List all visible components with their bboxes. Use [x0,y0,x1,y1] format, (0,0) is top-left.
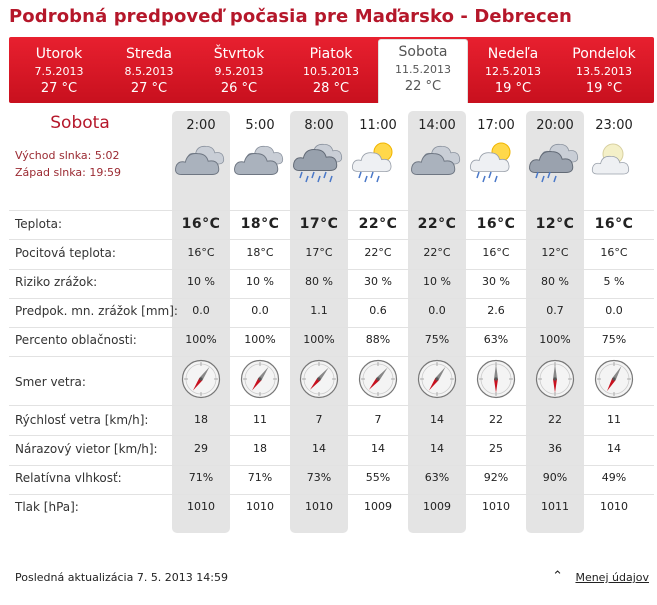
cloudy-icon [172,136,230,188]
cell-clouds: 63% [483,333,509,346]
row-label-wind_dir: Smer vetra: [15,375,86,389]
cell-precip_amount: 0.0 [192,304,210,317]
cell-precip_risk: 5 % [603,275,625,288]
row-divider [9,494,654,495]
cloudy-rain-icon [526,136,584,188]
tab-name: Pondelok [572,46,636,62]
cell-wind_speed: 22 [489,413,503,426]
row-label-clouds: Percento oblačnosti: [15,333,137,347]
row-label-wind_speed: Rýchlosť vetra [km/h]: [15,413,149,427]
cell-precip_amount: 1.1 [310,304,328,317]
cell-humidity: 92% [483,471,509,484]
cell-precip_risk: 80 % [541,275,569,288]
cell-gust: 14 [607,442,621,455]
cell-precip_amount: 0.6 [369,304,387,317]
day-heading: Sobota [50,113,110,133]
partly-sunny-rain-icon [467,136,525,188]
cell-precip_amount: 0.7 [546,304,564,317]
row-divider [9,435,654,436]
cell-gust: 18 [253,442,267,455]
cell-clouds: 100% [303,333,335,346]
tab-name: Streda [126,46,172,62]
row-divider [9,465,654,466]
row-label-gust: Nárazový vietor [km/h]: [15,442,158,456]
tab-day-2[interactable] [194,37,284,103]
cell-precip_risk: 80 % [305,275,333,288]
cell-wind_speed: 18 [194,413,208,426]
wind-compass-icon [417,359,457,399]
tab-day-5[interactable] [468,37,558,103]
cell-clouds: 100% [539,333,571,346]
row-divider [9,269,654,270]
cell-feels: 22°C [364,246,392,259]
cell-precip_risk: 30 % [482,275,510,288]
less-data-link[interactable]: Menej údajov [575,571,649,584]
hour-label: 11:00 [359,118,397,133]
cell-humidity: 73% [306,471,332,484]
cell-precip_amount: 0.0 [605,304,623,317]
row-divider [9,405,654,406]
wind-compass-icon [299,359,339,399]
cell-clouds: 100% [185,333,217,346]
tab-day-6[interactable] [559,37,649,103]
cell-pressure: 1009 [364,500,392,513]
wind-compass-icon [240,359,280,399]
row-label-pressure: Tlak [hPa]: [15,500,79,514]
cloudy-icon [408,136,466,188]
tab-name: Nedeľa [487,46,539,62]
cell-feels: 17°C [305,246,333,259]
row-divider [9,356,654,357]
cell-feels: 22°C [423,246,451,259]
cloudy-night-icon [585,136,643,188]
chevron-up-icon[interactable]: ⌃ [552,569,563,584]
tab-date: 7.5.2013 [34,65,84,78]
cell-pressure: 1011 [541,500,569,513]
row-label-precip_risk: Riziko zrážok: [15,275,98,289]
tab-date: 9.5.2013 [214,65,264,78]
cell-gust: 25 [489,442,503,455]
hour-label: 5:00 [245,118,275,133]
hour-label: 23:00 [595,118,633,133]
wind-compass-icon [594,359,634,399]
tab-day-3[interactable] [286,37,376,103]
cell-gust: 14 [312,442,326,455]
row-label-temp: Teplota: [15,217,63,231]
hour-label: 17:00 [477,118,515,133]
cell-humidity: 71% [188,471,214,484]
cell-temp: 22°C [417,216,457,232]
tab-temp: 19 °C [585,81,623,96]
row-divider [9,327,654,328]
tab-day-1[interactable] [104,37,194,103]
tab-temp: 27 °C [130,81,168,96]
cell-humidity: 63% [424,471,450,484]
wind-compass-icon [476,359,516,399]
cell-clouds: 75% [424,333,450,346]
row-divider [9,210,654,211]
cell-wind_speed: 7 [374,413,382,426]
cell-temp: 17°C [299,216,339,232]
row-label-humidity: Relatívna vlhkosť: [15,471,122,485]
tab-name: Sobota [398,44,448,60]
cell-feels: 12°C [541,246,569,259]
tab-temp: 28 °C [312,81,350,96]
wind-compass-icon [358,359,398,399]
tab-day-0[interactable] [14,37,104,103]
cell-wind_speed: 11 [253,413,267,426]
cell-pressure: 1010 [600,500,628,513]
tab-date: 12.5.2013 [485,65,541,78]
cell-wind_speed: 14 [430,413,444,426]
cell-precip_risk: 10 % [423,275,451,288]
cell-temp: 16°C [476,216,516,232]
cloudy-icon [231,136,289,188]
cell-precip_risk: 10 % [246,275,274,288]
cell-precip_amount: 0.0 [251,304,269,317]
cell-feels: 16°C [187,246,215,259]
partly-sunny-rain-icon [349,136,407,188]
hour-label: 2:00 [186,118,216,133]
last-update-text: Posledná aktualizácia 7. 5. 2013 14:59 [15,571,228,584]
cell-temp: 18°C [240,216,280,232]
cell-clouds: 88% [365,333,391,346]
cell-wind_speed: 7 [315,413,323,426]
cell-clouds: 100% [244,333,276,346]
cell-humidity: 55% [365,471,391,484]
cell-temp: 12°C [535,216,575,232]
tab-temp: 26 °C [220,81,258,96]
cell-precip_amount: 0.0 [428,304,446,317]
cell-humidity: 71% [247,471,273,484]
tab-temp: 19 °C [494,81,532,96]
sunset-text: Západ slnka: 19:59 [15,166,122,179]
tab-date: 8.5.2013 [124,65,174,78]
cell-gust: 36 [548,442,562,455]
cell-temp: 22°C [358,216,398,232]
rain-icon [290,136,348,188]
tab-name: Štvrtok [213,46,265,62]
cell-feels: 16°C [600,246,628,259]
tab-name: Piatok [309,46,353,62]
cell-pressure: 1010 [187,500,215,513]
cell-wind_speed: 11 [607,413,621,426]
hour-label: 8:00 [304,118,334,133]
tab-date: 13.5.2013 [576,65,632,78]
cell-precip_risk: 30 % [364,275,392,288]
wind-compass-icon [535,359,575,399]
cell-wind_speed: 22 [548,413,562,426]
page-title: Podrobná predpoveď počasia pre Maďarsko - Debrecen [9,6,572,27]
cell-pressure: 1010 [482,500,510,513]
cell-feels: 18°C [246,246,274,259]
tab-temp: 27 °C [40,81,78,96]
hour-label: 14:00 [418,118,456,133]
sunrise-text: Východ slnka: 5:02 [15,149,120,162]
cell-pressure: 1010 [305,500,333,513]
tab-day-4[interactable] [378,39,468,103]
cell-pressure: 1010 [246,500,274,513]
day-tabs [9,37,654,103]
cell-gust: 29 [194,442,208,455]
row-label-precip_amount: Predpok. mn. zrážok [mm]: [15,304,178,318]
row-divider [9,239,654,240]
tab-date: 11.5.2013 [395,63,451,76]
cell-gust: 14 [371,442,385,455]
tab-date: 10.5.2013 [303,65,359,78]
cell-feels: 16°C [482,246,510,259]
tab-name: Utorok [35,46,83,62]
cell-precip_risk: 10 % [187,275,215,288]
row-label-feels: Pocitová teplota: [15,246,116,260]
cell-gust: 14 [430,442,444,455]
tab-temp: 22 °C [404,79,442,94]
cell-pressure: 1009 [423,500,451,513]
cell-clouds: 75% [601,333,627,346]
hour-label: 20:00 [536,118,574,133]
cell-humidity: 49% [601,471,627,484]
row-divider [9,298,654,299]
cell-temp: 16°C [594,216,634,232]
cell-precip_amount: 2.6 [487,304,505,317]
cell-temp: 16°C [181,216,221,232]
wind-compass-icon [181,359,221,399]
cell-humidity: 90% [542,471,568,484]
